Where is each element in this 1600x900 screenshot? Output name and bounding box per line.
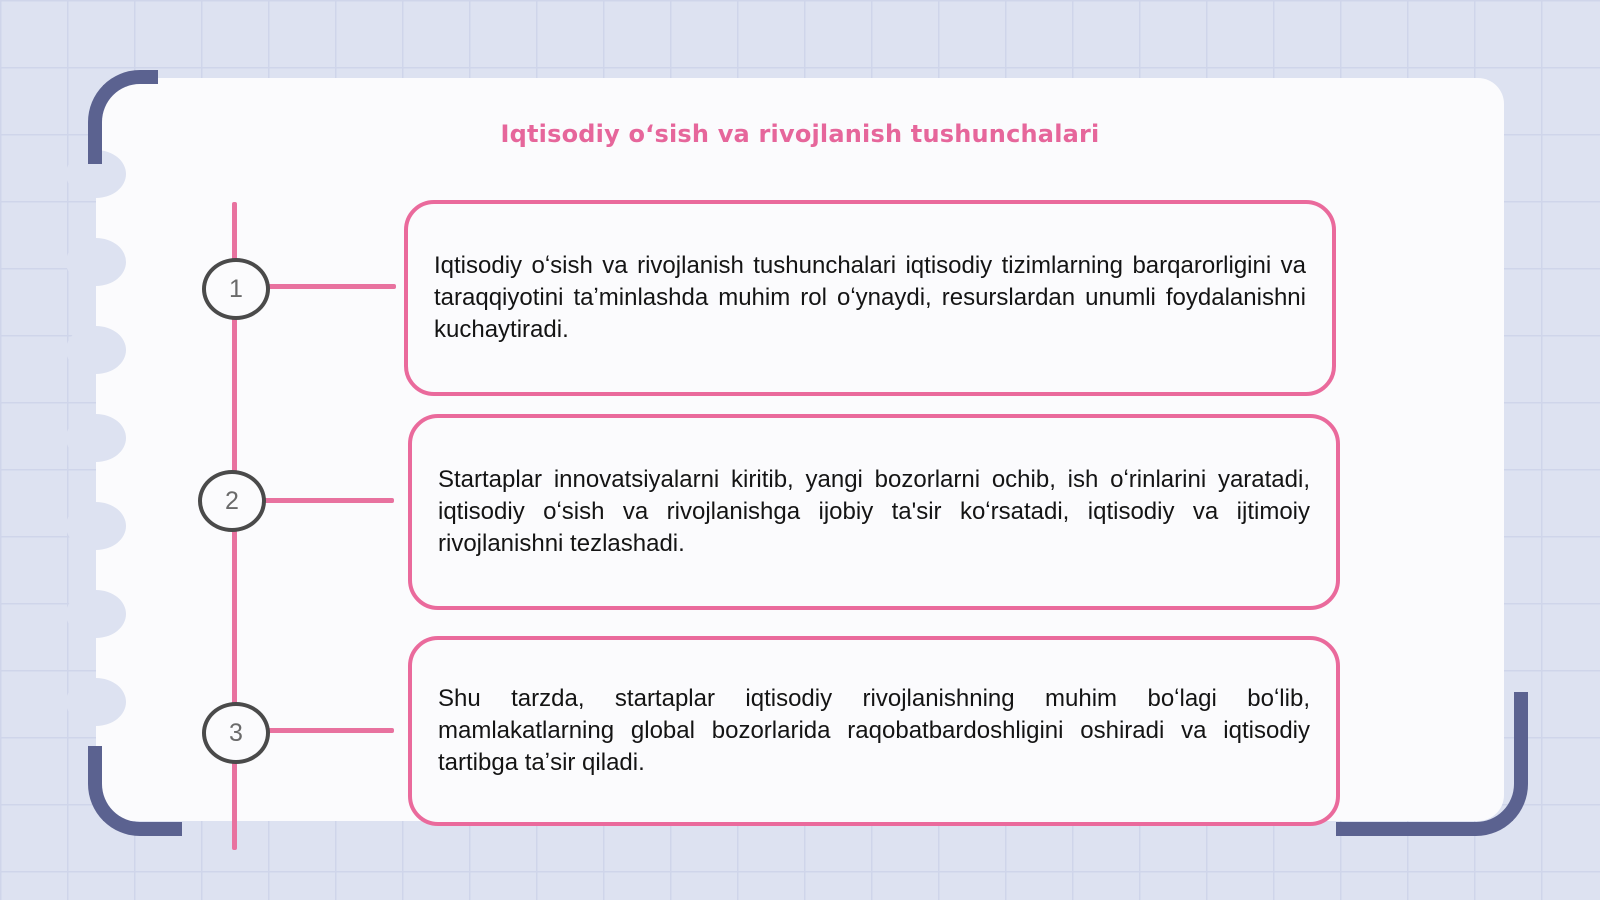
- step-card-3: [408, 636, 1340, 826]
- step-text: Startaplar innovatsiyalarni kiritib, yangi bozorlarni ochib, ish oʻrinlarini yaratadi, iqtisodiy oʻsish va rivojlanishga ijobiy ta'sir koʻrsatadi, iqtisodiy va ijtimoiy rivojlanishni tezlashadi.: [438, 466, 1310, 557]
- slide-title: Iqtisodiy oʻsish va rivojlanish tushunchalari: [500, 120, 1100, 148]
- paper-scallop: [66, 326, 126, 374]
- step-number: 1: [229, 274, 243, 303]
- timeline-connector-1: [264, 284, 396, 289]
- step-number-circle-3: [202, 702, 270, 764]
- step-text: Shu tarzda, startaplar iqtisodiy rivojlanishning muhim boʻlagi boʻlib, mamlakatlarning global bozorlarida raqobatbardoshligini oshiradi va iqtisodiy tartibga taʼsir qiladi.: [438, 685, 1310, 776]
- paper-scallop: [66, 238, 126, 286]
- corner-bracket-bottom-right: [1336, 692, 1528, 836]
- step-number: 2: [225, 486, 239, 515]
- corner-bracket-bottom-left: [88, 746, 182, 836]
- corner-bracket-top-left: [88, 70, 158, 164]
- step-text: Iqtisodiy oʻsish va rivojlanish tushunchalari iqtisodiy tizimlarning barqarorligini va taraqqiyotini taʼminlashda muhim rol oʻynaydi, resurslardan unumli foydalanishni kuchaytiradi.: [434, 252, 1306, 343]
- step-number-circle-2: [198, 470, 266, 532]
- timeline-connector-3: [264, 728, 394, 733]
- timeline-connector-2: [262, 498, 394, 503]
- step-card-1: [404, 200, 1336, 396]
- paper-scallop: [66, 414, 126, 462]
- paper-scallop: [66, 590, 126, 638]
- step-card-2: [408, 414, 1340, 610]
- step-number: 3: [229, 718, 243, 747]
- paper-scallop: [66, 502, 126, 550]
- step-number-circle-1: [202, 258, 270, 320]
- paper-scallop: [66, 678, 126, 726]
